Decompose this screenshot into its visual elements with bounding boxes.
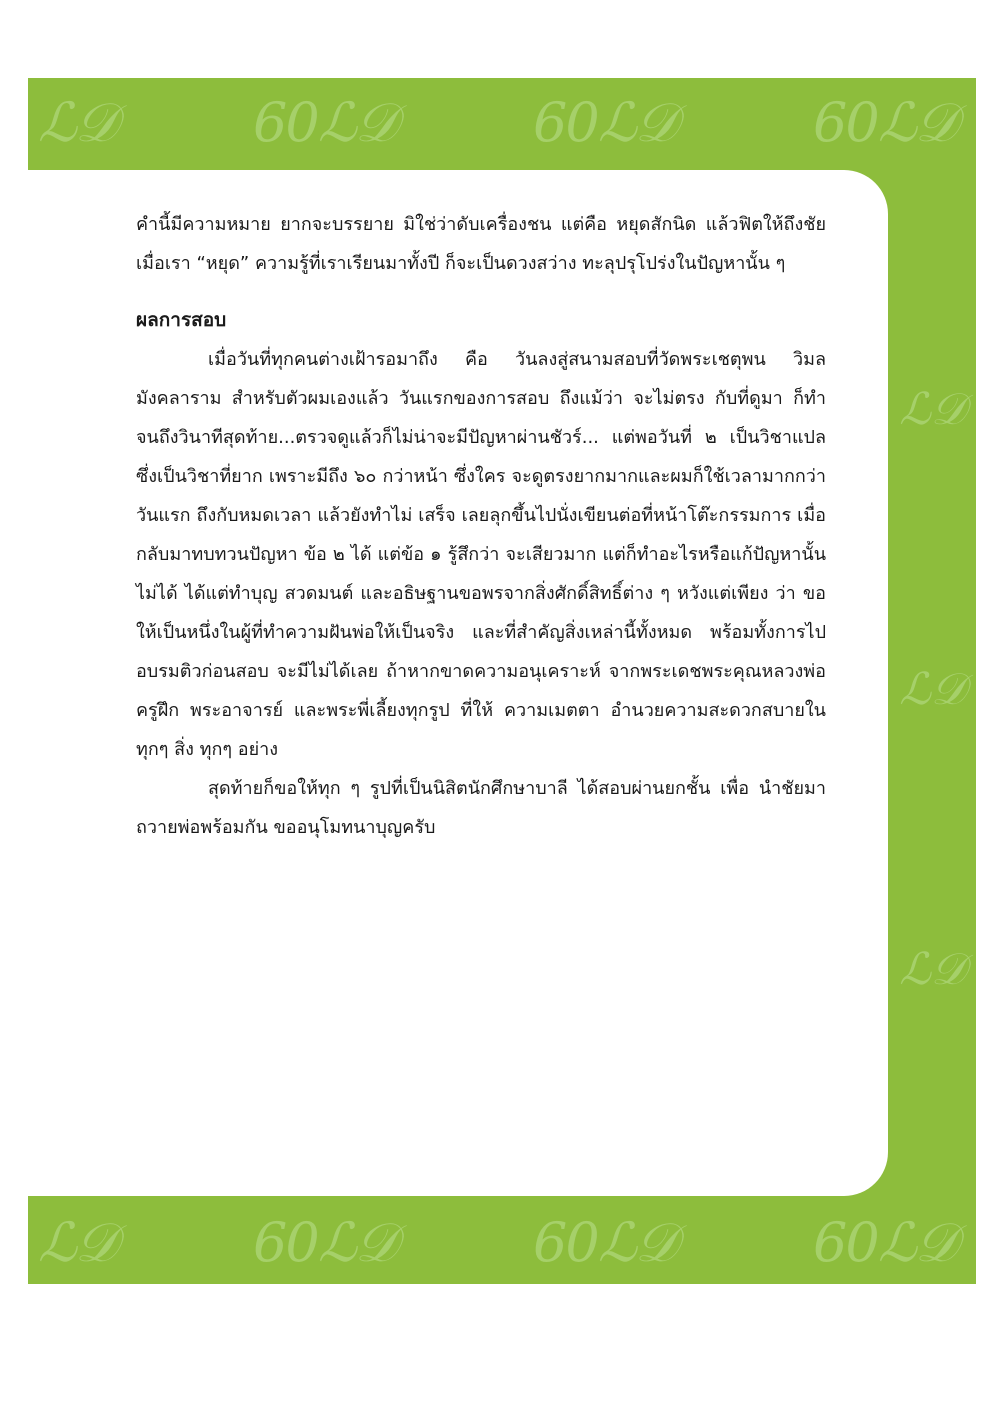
watermark-logo: ℒ𝒟 [598, 1211, 676, 1274]
watermark-logo: ℒ𝒟 [899, 384, 966, 435]
watermark-logo: ℒ𝒟 [878, 1211, 956, 1274]
watermark-logo: ℒ𝒟 [899, 664, 966, 715]
watermark-number: 60 [813, 91, 878, 154]
watermark-band-bottom [28, 1198, 976, 1288]
closing-paragraph: สุดท้ายก็ขอให้ทุก ๆ รูปที่เป็นนิสิตนักศึกษาบาลี ได้สอบผ่านยกชั้น เพื่อ นำชัยมาถวายพ่อพร้อมกัน ขออนุโมทนาบุญครับ [136, 778, 826, 838]
article-body [136, 205, 826, 847]
watermark-number: 60 [813, 1211, 878, 1274]
watermark-band-top [28, 78, 976, 168]
watermark-logo: ℒ𝒟 [38, 1211, 116, 1274]
watermark-number: 60 [253, 91, 318, 154]
section-heading: ผลการสอบ [136, 309, 227, 331]
exam-result-paragraph: เมื่อวันที่ทุกคนต่างเฝ้ารอมาถึง คือ วันลงสู่สนามสอบที่วัดพระเชตุพน วิมลมังคลาราม สำหรับตัวผมเองแล้ว วันแรกของการสอบ ถึงแม้ว่า จะไม่ตรง กับที่ดูมา ก็ทำจนถึงวินาทีสุดท้าย...ตรวจดูแล้วก็ไม่น่าจะมีปัญหาผ่านชัวร์... แต่พอวันที่ ๒ เป็นวิชาแปล ซึ่งเป็นวิชาที่ยาก เพราะมีถึง ๖๐ กว่าหน้า ซึ่งใคร จะดูตรงยากมากและผมก็ใช้เวลามากกว่าวันแรก ถึงกับหมดเวลา แล้วยังทำไม่ เสร็จ เลยลุกขึ้นไปนั่งเขียนต่อที่หน้าโต๊ะกรรมการ เมื่อกลับมาทบทวนปัญหา ข้อ ๒ ได้ แต่ข้อ ๑ รู้สึกว่า จะเสียวมาก แต่ก็ทำอะไรหรือแก้ปัญหานั้นไม่ได้ ได้แต่ทำบุญ สวดมนต์ และอธิษฐานขอพรจากสิ่งศักดิ์สิทธิ์ต่าง ๆ หวังแต่เพียง ว่า ขอให้เป็นหนึ่งในผู้ที่ทำความฝันพ่อให้เป็นจริง และที่สำคัญสิ่งเหล่านี้ทั้งหมด พร้อมทั้งการไปอบรมติวก่อนสอบ จะมีไม่ได้เลย ถ้าหากขาดความอนุเคราะห์ จากพระเดชพระคุณหลวงพ่อ ครูฝึก พระอาจารย์ และพระพี่เลี้ยงทุกรูป ที่ให้ ความเมตตา อำนวยความสะดวกสบายในทุกๆ สิ่ง ทุกๆ อย่าง [136, 349, 826, 760]
watermark-logo: ℒ𝒟 [318, 91, 396, 154]
watermark-logo: ℒ𝒟 [38, 91, 116, 154]
watermark-logo: ℒ𝒟 [899, 944, 966, 995]
watermark-number: 60 [253, 1211, 318, 1274]
watermark-logo: ℒ𝒟 [878, 91, 956, 154]
watermark-number: 60 [533, 1211, 598, 1274]
intro-paragraph: คำนี้มีความหมาย ยากจะบรรยาย มิใช่ว่าดับเครื่องชน แต่คือ หยุดสักนิด แล้วฟิตให้ถึงชัย เมื่อเรา “หยุด” ความรู้ที่เราเรียนมาทั้งปี ก็จะเป็นดวงสว่าง ทะลุปรุโปร่งในปัญหานั้น ๆ [136, 214, 826, 274]
watermark-logo: ℒ𝒟 [598, 91, 676, 154]
watermark-number: 60 [533, 91, 598, 154]
watermark-logo: ℒ𝒟 [318, 1211, 396, 1274]
